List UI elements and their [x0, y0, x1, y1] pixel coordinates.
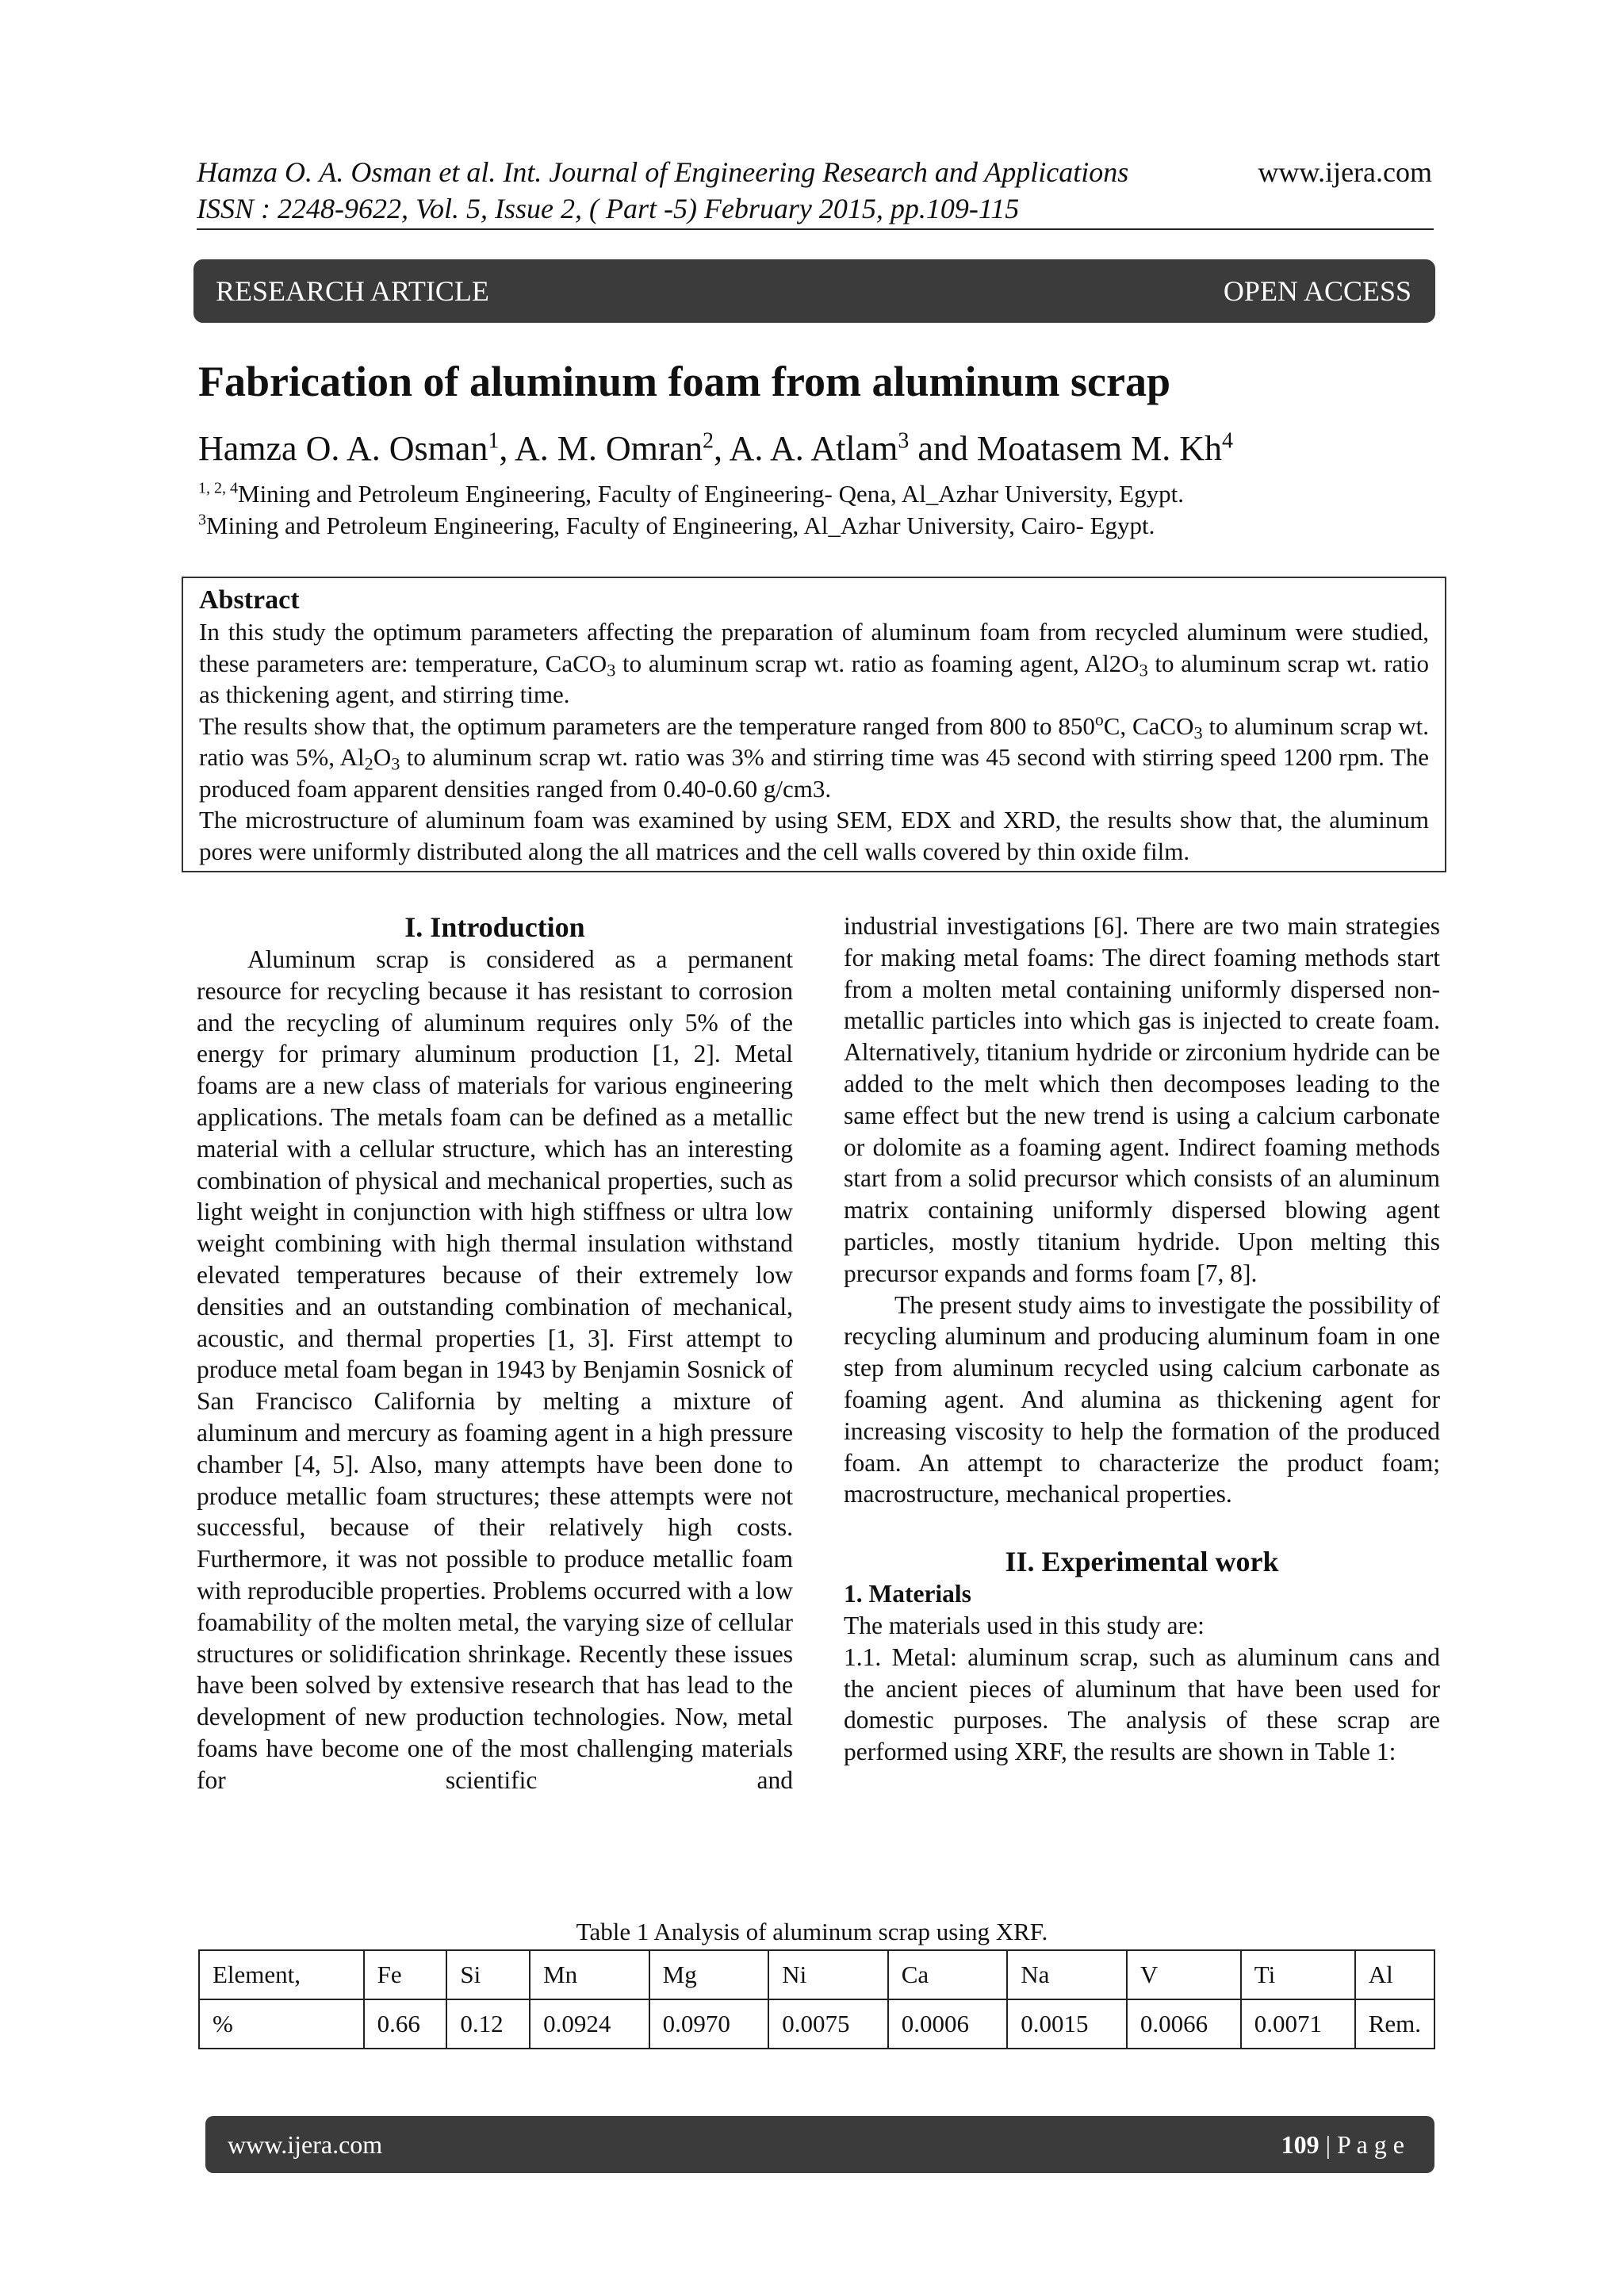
article-type-banner: [193, 259, 1435, 323]
page-number: [1281, 2130, 1404, 2160]
body-paragraph: 1.1. Metal: aluminum scrap, such as aluminum cans and the ancient pieces of aluminum that have been used for domestic purposes. The analysis of these scrap are performed using XRF, the results are shown in Table 1:: [844, 1642, 1440, 1766]
affiliation-text: Mining and Petroleum Engineering, Faculty of Engineering, Al_Azhar University, Cairo- Egypt.: [206, 512, 1155, 539]
author-sup: 4: [1222, 428, 1234, 454]
affiliation: [198, 480, 1467, 508]
abstract-text: to aluminum scrap wt. ratio as foaming agent, Al2O: [615, 649, 1139, 677]
table-cell: 0.0075: [768, 1999, 888, 2049]
table-cell: Ca: [888, 1950, 1008, 1999]
table-cell: %: [199, 1999, 364, 2049]
body-paragraph: Aluminum scrap is considered as a permanent resource for recycling because it has resistant to corrosion and the recycling of aluminum requires only 5% of the energy for primary aluminum production [1, 2]. Metal foams are a new class of materials for various engineering applications. The metals foam can be defined as a metallic material with a cellular structure, which has an interesting combination of physical and mechanical properties, such as light weight in conjunction with high stiffness or ultra low weight combining with high thermal insulation withstand elevated temperatures because of their extremely low densities and an outstanding combination of mechanical, acoustic, and thermal properties [1, 3]. First attempt to produce metal foam began in 1943 by Benjamin Sosnick of San Francisco California by melting a mixture of aluminum and mercury as foaming agent in a high pressure chamber [4, 5]. Also, many attempts have been done to produce metallic foam structures; these attempts were not successful, because of their relatively high costs. Furthermore, it was not possible to produce metallic foam with reproducible properties. Problems occurred with a low foamability of the molten metal, the varying size of cellular structures or solidification shrinkage. Recently these issues have been solved by extensive research that has lead to the development of new production technologies. Now, metal foams have become one of the most challenging materials for scientific and: [197, 945, 793, 1794]
table-cell: 0.12: [446, 1999, 530, 2049]
table-cell: 0.0924: [530, 1999, 649, 2049]
table-cell: Al: [1355, 1950, 1434, 1999]
affiliation-text: Mining and Petroleum Engineering, Faculty of Engineering- Qena, Al_Azhar University, Egypt.: [238, 480, 1184, 508]
footer-url[interactable]: www.ijera.com: [228, 2129, 383, 2159]
open-access-label: OPEN ACCESS: [1223, 275, 1411, 307]
subscript: 3: [1193, 723, 1203, 743]
subsection-heading-materials: 1. Materials: [844, 1580, 971, 1608]
table-cell: 0.66: [364, 1999, 447, 2049]
author-sup: 1: [488, 428, 500, 454]
table-cell: 0.0970: [649, 1999, 769, 2049]
affiliation-sup: 3: [198, 511, 206, 529]
table-cell: Fe: [364, 1950, 447, 1999]
abstract-paragraph: The microstructure of aluminum foam was examined by using SEM, EDX and XRD, the results show that, the aluminum pores were uniformly distributed along the all matrices and the cell walls covered by thin oxide film.: [199, 806, 1429, 865]
table-cell: Mn: [530, 1950, 649, 1999]
abstract-text: In this study the optimum parameters affecting the preparation of aluminum foam from recycled aluminum were studied, these parameters are: temperature, CaCO: [199, 618, 1429, 677]
table-cell: V: [1127, 1950, 1241, 1999]
page-footer: [205, 2116, 1434, 2173]
subscript: 3: [1139, 660, 1148, 680]
table-cell: 0.0006: [888, 1999, 1008, 2049]
abstract-text: The results show that, the optimum parameters are the temperature ranged from 800 to 850: [199, 711, 1095, 740]
abstract-text: to aluminum scrap wt. ratio as thickening agent, and stirring time.: [199, 649, 1429, 708]
body-paragraph: industrial investigations [6]. There are two main strategies for making metal foams: The direct foaming methods start from a molten metal containing uniformly dispersed non-metallic particles into which gas is injected to create foam. Alternatively, titanium hydride or zirconium hydride can be added to the melt which then decomposes leading to the same effect but the new trend is using a calcium carbonate or dolomite as a foaming agent. Indirect foaming methods start from a solid precursor which consists of an aluminum matrix containing uniformly dispersed blowing agent particles, mostly titanium hydride. Upon melting this precursor expands and forms foam [7, 8].: [844, 912, 1440, 1287]
subscript: 3: [607, 660, 616, 680]
abstract-box: [182, 577, 1446, 872]
subscript: 3: [391, 753, 400, 774]
table-cell: Ni: [768, 1950, 888, 1999]
table-cell: Ti: [1241, 1950, 1355, 1999]
spacer: [844, 1510, 1440, 1545]
author-name: A. A. Atlam: [729, 429, 898, 468]
table-cell: Na: [1007, 1950, 1127, 1999]
abstract-paragraph: [199, 711, 1429, 805]
page-label: | P a g e: [1319, 2129, 1404, 2159]
table-cell: Rem.: [1355, 1999, 1434, 2049]
abstract-text: C, CaCO: [1103, 711, 1194, 740]
table-cell: Mg: [649, 1950, 769, 1999]
left-column: [197, 910, 793, 1796]
subscript: 2: [364, 753, 373, 774]
author-list: Hamza O. A. Osman$^1$, A. M. Omran$^2$, A. A. Atlam$^3$ and Moatasem M. Kh$^4$: [198, 428, 1234, 468]
table-cell: 0.0015: [1007, 1999, 1127, 2049]
superscript: o: [1094, 710, 1104, 730]
table-cell: Si: [446, 1950, 530, 1999]
author-sup: 3: [898, 428, 910, 454]
body-line: The materials used in this study are:: [844, 1611, 1205, 1639]
right-column: [844, 910, 1440, 1768]
author-name: A. M. Omran: [514, 429, 703, 468]
xrf-analysis-table: [198, 1949, 1435, 2049]
running-header: [197, 154, 1432, 227]
abstract-text: O: [373, 743, 392, 771]
section-heading-experimental: II. Experimental work: [1005, 1546, 1279, 1578]
table-row: [199, 1999, 1434, 2049]
research-article-label: RESEARCH ARTICLE: [216, 275, 489, 307]
table-cell: Element,: [199, 1950, 364, 1999]
table-cell: 0.0071: [1241, 1999, 1355, 2049]
header-citation: Hamza O. A. Osman et al. Int. Journal of Engineering Research and Applications: [197, 156, 1129, 188]
body-paragraph: The present study aims to investigate the possibility of recycling aluminum and producing aluminum foam in one step from aluminum recycled using calcium carbonate as foaming agent. And alumina as thickening agent for increasing viscosity to help the formation of the produced foam. An attempt to characterize the product foam; macrostructure, mechanical properties.: [844, 1290, 1440, 1508]
header-url[interactable]: www.ijera.com: [1258, 156, 1432, 188]
author-name: Moatasem M. Kh: [976, 429, 1223, 468]
author-sup: 2: [703, 428, 714, 454]
header-issn: ISSN : 2248-9622, Vol. 5, Issue 2, ( Part -5) February 2015, pp.109-115: [197, 193, 1020, 224]
abstract-text: to aluminum scrap wt. ratio was 5%, Al: [199, 711, 1429, 771]
table-caption: Table 1 Analysis of aluminum scrap using XRF.: [576, 1918, 1048, 1945]
abstract-heading: Abstract: [199, 585, 300, 615]
affiliation-sup: 1, 2, 4: [198, 479, 238, 497]
paper-title: Fabrication of aluminum foam from aluminum scrap: [198, 358, 1170, 405]
abstract-text: to aluminum scrap wt. ratio was 3% and stirring time was 45 second with stirring speed 1200 rpm. The produced foam apparent densities ranged from 0.40-0.60 g/cm3.: [199, 743, 1429, 803]
header-rule: [197, 228, 1434, 230]
section-heading-introduction: I. Introduction: [404, 911, 585, 943]
abstract-paragraph: [199, 616, 1429, 711]
affiliation: [198, 512, 1467, 540]
author-joiner: and: [917, 429, 968, 468]
author-name: Hamza O. A. Osman: [198, 429, 488, 468]
page-number-value: 109: [1281, 2129, 1320, 2159]
table-header-row: [199, 1950, 1434, 1999]
table-cell: 0.0066: [1127, 1999, 1241, 2049]
